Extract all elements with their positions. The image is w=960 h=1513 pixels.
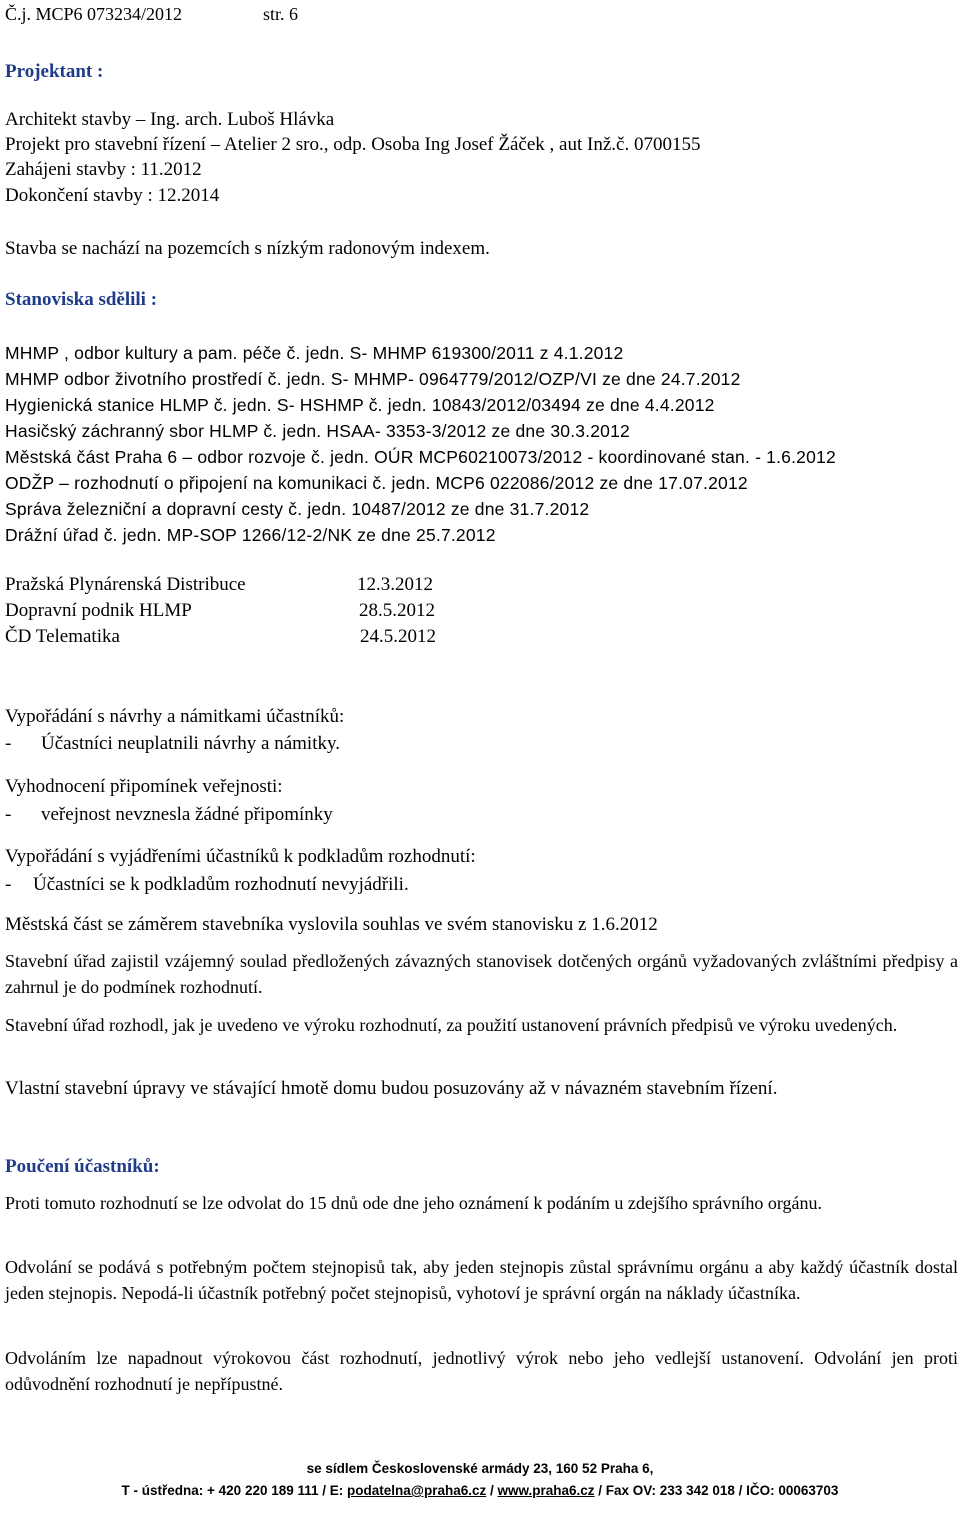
list-item-text: Účastníci neuplatnili návrhy a námitky.: [41, 733, 340, 754]
page-number: str. 6: [263, 4, 299, 24]
section-heading: Vypořádání s vyjádřeními účastníků k podkladům rozhodnutí:: [5, 846, 476, 867]
organisation-row: [5, 599, 465, 623]
projektant-line: Architekt stavby – Ing. arch. Luboš Hlávka: [5, 109, 335, 130]
paragraph: Proti tomuto rozhodnutí se lze odvolat do 15 dnů ode dne jeho oznámení k podáním u zdejšího správního orgánu.: [5, 1193, 823, 1213]
footer-web-link[interactable]: www.praha6.cz: [497, 1483, 595, 1498]
stanoviska-heading: Stanoviska sdělili :: [5, 289, 158, 310]
footer-email-link[interactable]: podatelna@praha6.cz: [347, 1483, 487, 1498]
projektant-line: Zahájeni stavby : 11.2012: [5, 159, 202, 180]
organisation-name: Dopravní podnik HLMP: [5, 600, 192, 621]
stanovisko-line: MHMP , odbor kultury a pam. péče č. jedn. S- MHMP 619300/2011 z 4.1.2012: [5, 343, 624, 363]
bullet-dash: -: [5, 874, 12, 895]
footer-contact: [0, 1480, 960, 1502]
stanovisko-line: Drážní úřad č. jedn. MP-SOP 1266/12-2/NK ze dne 25.7.2012: [5, 525, 496, 545]
paragraph: Vlastní stavební úpravy ve stávající hmotě domu budou posuzovány až v návazném stavebním řízení.: [5, 1078, 778, 1099]
organisation-date: 24.5.2012: [360, 626, 436, 647]
organisation-name: ČD Telematika: [5, 626, 120, 647]
list-item: [5, 732, 340, 756]
organisation-date: 12.3.2012: [357, 574, 433, 595]
list-item-text: veřejnost nevznesla žádné připomínky: [41, 804, 333, 825]
paragraph: Stavební úřad rozhodl, jak je uvedeno ve výroku rozhodnutí, za použití ustanovení právních předpisů ve výroku uvedených.: [5, 1015, 898, 1035]
paragraph: Odvolání se podává s potřebným počtem stejnopisů tak, aby jeden stejnopis zůstal správnímu orgánu a aby každý účastník dostal jeden stejnopis. Nepodá-li účastník potřebný počet stejnopisů, vyhotoví je správní orgán na náklady účastníka.: [5, 1257, 958, 1303]
footer-address: se sídlem Československé armády 23, 160 52 Praha 6,: [306, 1461, 654, 1476]
list-item: [5, 873, 409, 897]
footer-phone: T - ústředna: + 420 220 189 111 / E:: [121, 1483, 348, 1498]
stanovisko-line: Hasičský záchranný sbor HLMP č. jedn. HSAA- 3353-3/2012 ze dne 30.3.2012: [5, 421, 630, 441]
section-heading: Vyhodnocení připomínek veřejnosti:: [5, 776, 283, 797]
radon-statement: Stavba se nachází na pozemcích s nízkým radonovým indexem.: [5, 238, 490, 259]
list-item-text: Účastníci se k podkladům rozhodnutí nevyjádřili.: [33, 874, 409, 895]
paragraph: Stavební úřad zajistil vzájemný soulad předložených závazných stanovisek dotčených orgánů vyžadovaných zvláštními předpisy a zahrnul je do podmínek rozhodnutí.: [5, 951, 958, 997]
stanovisko-line: Správa železniční a dopravní cesty č. jedn. 10487/2012 ze dne 31.7.2012: [5, 499, 590, 519]
footer-separator: /: [486, 1483, 498, 1498]
reference-number: Č.j. MCP6 073234/2012: [5, 4, 183, 24]
organisation-date: 28.5.2012: [359, 600, 435, 621]
document-header: [5, 2, 299, 26]
municipal-consent: Městská část se záměrem stavebníka vyslovila souhlas ve svém stanovisku z 1.6.2012: [5, 914, 658, 935]
stanovisko-line: MHMP odbor životního prostředí č. jedn. S- MHMP- 0964779/2012/OZP/VI ze dne 24.7.2012: [5, 369, 741, 389]
projektant-line: Projekt pro stavební řízení – Atelier 2 sro., odp. Osoba Ing Josef Žáček , aut Inž.č. 0700155: [5, 134, 701, 155]
section-heading: Vypořádání s návrhy a námitkami účastníků:: [5, 706, 345, 727]
organisation-name: Pražská Plynárenská Distribuce: [5, 574, 246, 595]
organisation-row: [5, 573, 465, 597]
paragraph: Odvoláním lze napadnout výrokovou část rozhodnutí, jednotlivý výrok nebo jeho vedlejší ustanovení. Odvolání jen proti odůvodnění rozhodnutí je nepřípustné.: [5, 1348, 958, 1394]
list-item: [5, 803, 333, 827]
projektant-line: Dokončení stavby : 12.2014: [5, 185, 220, 206]
footer-fax-ico: / Fax OV: 233 342 018 / IČO: 00063703: [594, 1483, 839, 1498]
stanovisko-line: ODŽP – rozhodnutí o připojení na komunikaci č. jedn. MCP6 022086/2012 ze dne 17.07.2012: [5, 473, 748, 493]
projektant-heading: Projektant :: [5, 61, 104, 82]
organisation-row: [5, 625, 465, 649]
stanovisko-line: Hygienická stanice HLMP č. jedn. S- HSHMP č. jedn. 10843/2012/03494 ze dne 4.4.2012: [5, 395, 715, 415]
bullet-dash: -: [5, 804, 12, 825]
bullet-dash: -: [5, 733, 12, 754]
pouceni-heading: Poučení účastníků:: [5, 1156, 160, 1177]
stanovisko-line: Městská část Praha 6 – odbor rozvoje č. jedn. OÚR MCP60210073/2012 - koordinované stan. - 1.6.2012: [5, 447, 836, 467]
